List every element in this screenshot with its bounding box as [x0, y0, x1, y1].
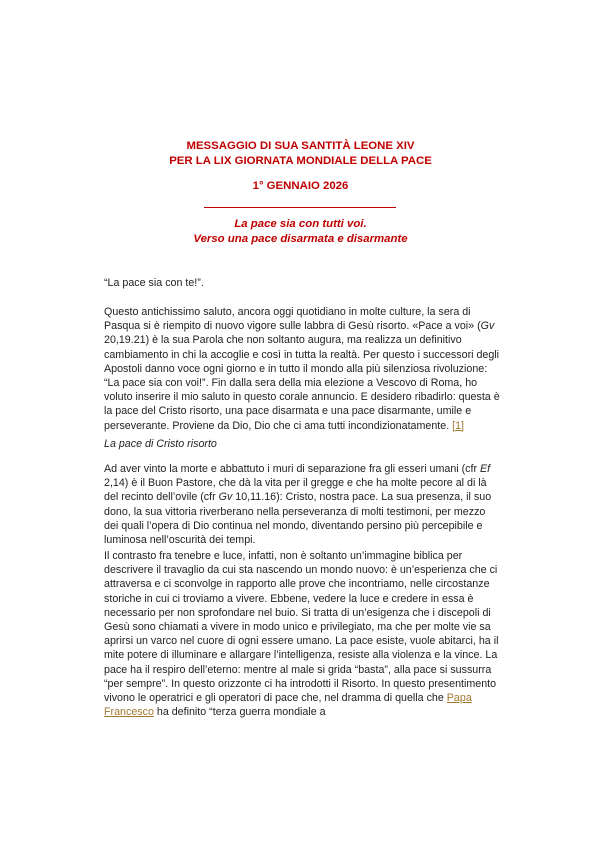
paragraph-3: Il contrasto fra tenebre e luce, infatti, non è soltanto un’immagine biblica per descrivere il travaglio da cui sta nascendo un mondo nuovo: è un’esperienza che ci attraversa e ci sconvolge in rapporto alle prove che incontriamo, nelle circostanze storiche in cui ci troviamo a vivere. Ebbene, vedere la luce e credere in essa è necessario per non sprofondare nel buio. Si tratta di un’esigenza che i discepoli di Gesù sono chiamati a vivere in modo unico e privilegiato, ma che per molte vie sa aprirsi un varco nel cuore di ogni essere umano. La pace esiste, vuole abitarci, ha il mite potere di illuminare e allargare l’intelligenza, resiste alla violenza e la vince. La pace ha il respiro dell’eterno: mentre al male si grida “basta”, alla pace si sussurra “per sempre”. In questo orizzonte ci ha introdotti il Risorto. In questo presentimento vivono le operatrici e gli operatori di pace che, nel dramma di quella che Papa Francesco ha definito “terza guerra mondiale a [104, 550, 499, 719]
section-heading: La pace di Cristo risorto [104, 438, 217, 450]
title-line-1: MESSAGGIO DI SUA SANTITÀ LEONE XIV [186, 140, 415, 152]
subtitle-line-1: La pace sia con tutti voi. [234, 218, 367, 230]
greeting-paragraph: “La pace sia con te!”. [104, 277, 204, 289]
document-subtitle [0, 217, 601, 247]
papa-francesco-link[interactable]: Papa Francesco [104, 692, 472, 719]
divider-rule [204, 207, 396, 208]
document-date: 1° GENNAIO 2026 [252, 180, 349, 192]
paragraph-1: Questo antichissimo saluto, ancora oggi quotidiano in molte culture, la sera di Pasqua si è riempito di nuovo vigore sulle labbra di Gesù risorto. «Pace a voi» (Gv 20,19.21) è la sua Parola che non soltanto augura, ma realizza un definitivo cambiamento in chi la accoglie e così in tutta la realtà. Per questo i successori degli Apostoli danno voce ogni giorno e in tutto il mondo alla più silenziosa rivoluzione: “La pace sia con voi!”. Fin dalla sera della mia elezione a Vescovo di Roma, ho voluto inserire il mio saluto in questo corale annuncio. E desidero ribadirlo: questa è la pace del Cristo risorto, una pace disarmata e una pace disarmante, umile e perseverante. Proviene da Dio, Dio che ci ama tutti incondizionatamente. [1] [104, 306, 500, 432]
title-line-2: PER LA LIX GIORNATA MONDIALE DELLA PACE [169, 155, 432, 167]
document-title [0, 139, 601, 169]
footnote-link-1[interactable]: [1] [452, 419, 465, 432]
subtitle-line-2: Verso una pace disarmata e disarmante [193, 233, 408, 245]
paragraph-2: Ad aver vinto la morte e abbattuto i muri di separazione fra gli esseri umani (cfr Ef 2,14) è il Buon Pastore, che dà la vita per il gregge e che ha molte pecore al di là del recinto dell’ovile (cfr Gv 10,11.16): Cristo, nostra pace. La sua presenza, il suo dono, la sua vittoria riverberano nella perseveranza di molti testimoni, per mezzo dei quali l’opera di Dio continua nel mondo, diventando persino più percepibile e luminosa nell’oscurità dei tempi. [104, 463, 492, 547]
